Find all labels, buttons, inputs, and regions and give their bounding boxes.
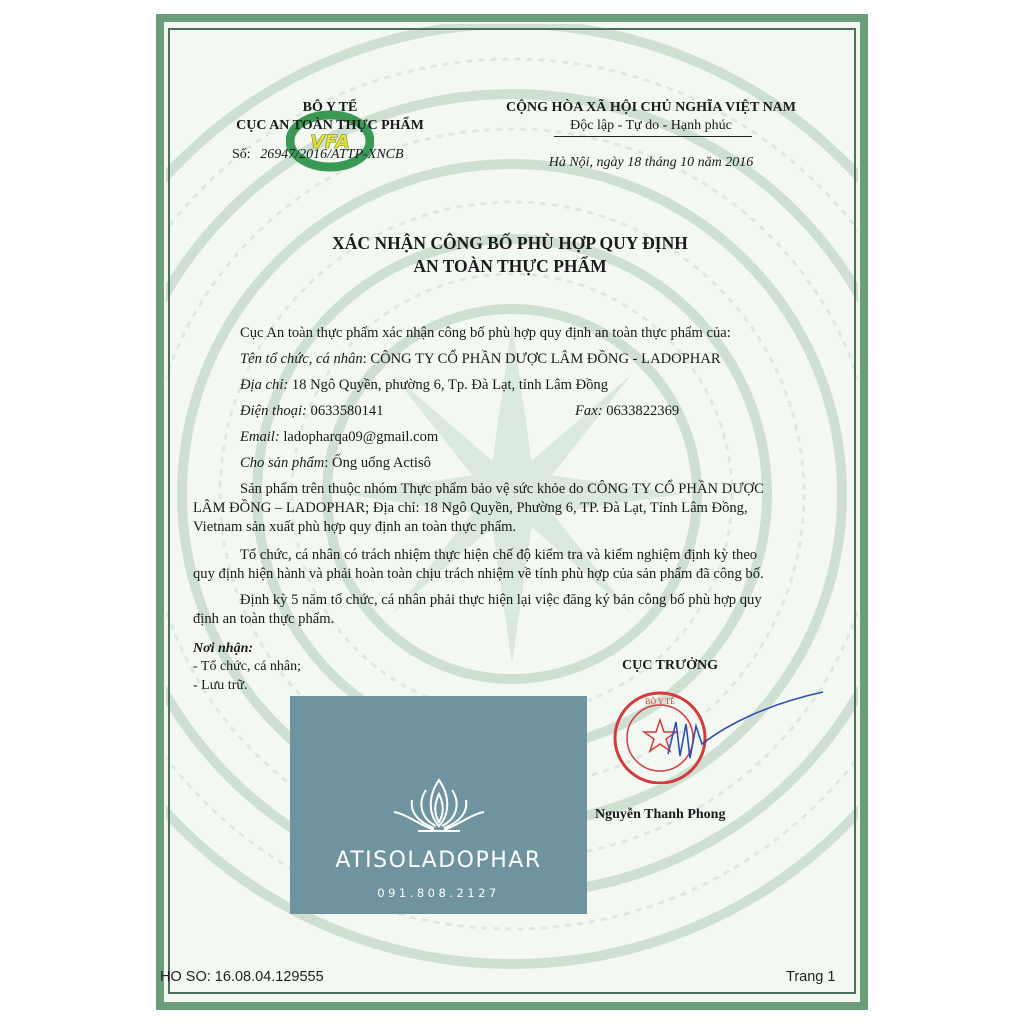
product-value: : Ống uống Actisô: [324, 455, 431, 471]
email-field: [240, 427, 438, 447]
signature-scribble: [668, 692, 823, 758]
paragraph-2-line-2: quy định hiện hành và phải hoàn toàn chịu trách nhiệm về tính phù hợp của sản phẩm đã công bố.: [193, 566, 764, 582]
motto-underline: [554, 136, 752, 137]
brand-name: ATISOLADOPHAR: [335, 848, 542, 873]
fax-value: 0633822369: [602, 403, 680, 419]
department-name: CỤC AN TOÀN THỰC PHẨM: [236, 118, 424, 133]
place-date: Hà Nội, ngày 18 tháng 10 năm 2016: [548, 155, 754, 170]
title-line-1: XÁC NHẬN CÔNG BỐ PHÙ HỢP QUY ĐỊNH: [332, 233, 688, 253]
paragraph-1-line-3: Vietnam sản xuất phù hợp quy định an toàn thực phẩm.: [193, 519, 517, 535]
paragraph-3-line-1: Định kỳ 5 năm tổ chức, cá nhân phải thực hiện lại việc đăng ký bản công bố phù hợp quy: [240, 592, 762, 608]
document-number: [232, 147, 404, 163]
phone-label: Điện thoại:: [240, 403, 307, 419]
organization-value: : CÔNG TY CỔ PHẦN DƯỢC LÂM ĐỒNG - LADOPHAR: [362, 351, 721, 367]
paragraph-3-line-2: định an toàn thực phẩm.: [193, 611, 335, 627]
stamp-top-text: BỘ Y TẾ: [645, 697, 675, 706]
fax-label: Fax:: [575, 403, 603, 419]
official-stamp: [598, 684, 828, 784]
paragraph-2-line-1: Tổ chức, cá nhân có trách nhiệm thực hiện chế độ kiểm tra và kiểm nghiệm định kỳ theo: [240, 547, 758, 563]
recipient-item: - Tổ chức, cá nhân;: [193, 659, 302, 674]
ministry-name: BỘ Y TẾ: [302, 100, 358, 115]
brand-overlay: [290, 696, 587, 914]
email-label: Email:: [240, 429, 280, 445]
number-value: 26947/2016/ATTP-XNCB: [260, 147, 404, 162]
recipient-item: - Lưu trữ.: [193, 678, 248, 693]
country-name: CỘNG HÒA XÃ HỘI CHỦ NGHĨA VIỆT NAM: [505, 100, 796, 115]
product-field: [240, 453, 431, 473]
star-icon: [644, 720, 676, 751]
brand-phone: 091.808.2127: [377, 886, 500, 900]
organization-field: [240, 349, 721, 369]
national-motto: Độc lập - Tự do - Hạnh phúc: [570, 118, 732, 133]
address-label: Địa chỉ:: [240, 377, 289, 393]
vfa-logo-text: VFA: [310, 131, 350, 153]
file-number: HO SO: 16.08.04.129555: [160, 969, 324, 985]
address-value: 18 Ngô Quyền, phường 6, Tp. Đà Lạt, tỉnh Lâm Đồng: [288, 377, 608, 393]
stamp-ring: [615, 693, 705, 783]
paragraph-1-line-2: LÂM ĐỒNG – LADOPHAR; Địa chỉ: 18 Ngô Quyền, Phường 6, TP. Đà Lạt, Tỉnh Lâm Đồng,: [193, 500, 748, 516]
paragraph-1-line-1: Sản phẩm trên thuộc nhóm Thực phẩm bảo vệ sức khỏe do CÔNG TY CỔ PHẦN DƯỢC: [240, 481, 764, 497]
title-line-2: AN TOÀN THỰC PHẨM: [413, 256, 607, 276]
organization-label: Tên tổ chức, cá nhân: [240, 351, 363, 367]
number-label: Số:: [232, 147, 251, 162]
email-value: ladopharqa09@gmail.com: [279, 429, 439, 445]
page-number: Trang 1: [786, 969, 836, 985]
product-label: Cho sản phẩm: [240, 455, 325, 471]
signer-title: CỤC TRƯỞNG: [621, 658, 719, 673]
phone-value: 0633580141: [306, 403, 384, 419]
lotus-icon: [388, 774, 490, 834]
recipients-heading: Nơi nhận:: [193, 641, 254, 656]
phone-field: [240, 401, 384, 421]
signer-name: Nguyễn Thanh Phong: [595, 807, 726, 822]
fax-field: [575, 401, 679, 421]
address-field: [240, 375, 608, 395]
intro-text: Cục An toàn thực phẩm xác nhận công bố phù hợp quy định an toàn thực phẩm của:: [240, 325, 731, 341]
